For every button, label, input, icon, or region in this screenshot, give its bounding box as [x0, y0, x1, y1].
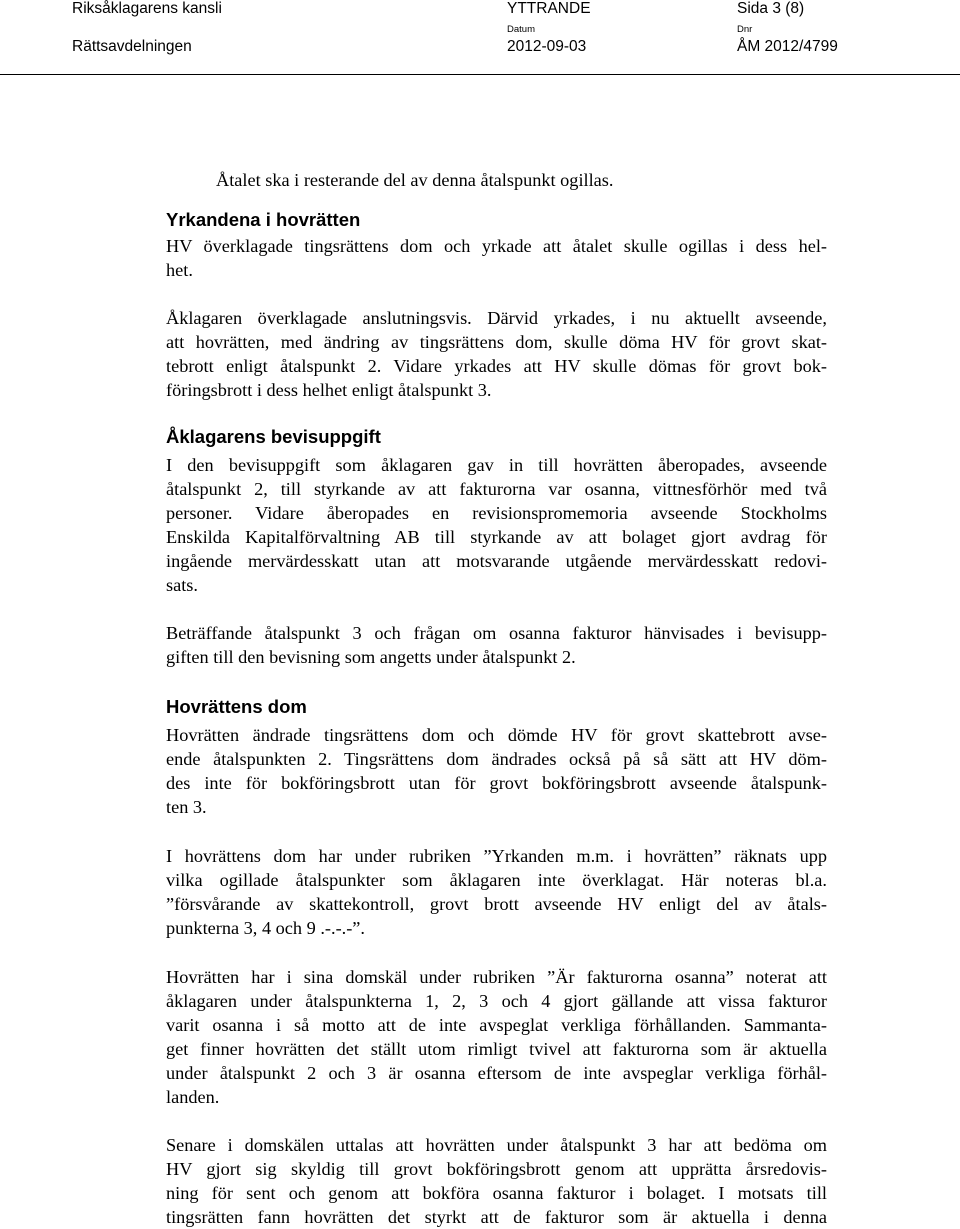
page-number: Sida 3 (8) — [737, 0, 805, 17]
text-line: ten 3. — [166, 797, 207, 817]
text-line: tingsrätten fann hovrätten det styrkt att de fakturor som är aktuella i denna — [166, 1207, 827, 1227]
paragraph — [166, 306, 827, 402]
document-date: 2012-09-03 — [507, 38, 587, 55]
text-line: varit osanna i så motto att de inte avspeglat verkliga förhållanden. Sammanta- — [166, 1015, 827, 1035]
text-line: Åtalet ska i resterande del av denna åtalspunkt ogillas. — [216, 170, 614, 190]
text-line: I den bevisuppgift som åklagaren gav in till hovrätten åberopades, avseende — [166, 455, 827, 475]
intro-line — [216, 168, 827, 192]
text-line: Beträffande åtalspunkt 3 och frågan om osanna fakturor hänvisades i bevisupp- — [166, 623, 827, 643]
text-line: des inte för bokföringsbrott utan för grovt bokföringsbrott avseende åtalspunk- — [166, 773, 827, 793]
text-line: tebrott enligt åtalspunkt 2. Vidare yrkades att HV skulle dömas för grovt bok- — [166, 356, 827, 376]
header-unit: Rättsavdelningen — [72, 38, 192, 55]
text-line: giften till den bevisning som angetts under åtalspunkt 2. — [166, 647, 576, 667]
section-heading: Yrkandena i hovrätten — [166, 209, 361, 230]
text-line: åklagaren under åtalspunkterna 1, 2, 3 och 4 gjort gällande att vissa fakturor — [166, 991, 827, 1011]
text-line: Hovrätten har i sina domskäl under rubriken ”Är fakturorna osanna” noterat att — [166, 967, 827, 987]
dnr-label: Dnr — [737, 24, 753, 35]
paragraph — [166, 965, 827, 1109]
text-line: landen. — [166, 1087, 220, 1107]
text-line: get finner hovrätten det ställt utom rimligt tvivel att fakturorna som är aktuella — [166, 1039, 827, 1059]
date-label: Datum — [507, 24, 535, 35]
text-line: I hovrättens dom har under rubriken ”Yrkanden m.m. i hovrätten” räknats upp — [166, 846, 827, 866]
header-org: Riksåklagarens kansli — [72, 0, 222, 17]
header-divider — [0, 74, 960, 75]
text-line: ende åtalspunkten 2. Tingsrättens dom ändrades också på så sätt att HV döm- — [166, 749, 827, 769]
paragraph — [166, 723, 827, 819]
document-type: YTTRANDE — [507, 0, 591, 17]
document-body — [166, 168, 827, 1229]
paragraph — [166, 844, 827, 940]
section-heading: Åklagarens bevisuppgift — [166, 426, 381, 447]
section-heading: Hovrättens dom — [166, 696, 307, 717]
text-line: HV överklagade tingsrättens dom och yrkade att åtalet skulle ogillas i dess hel- — [166, 236, 827, 256]
paragraph — [166, 453, 827, 597]
text-line: punkterna 3, 4 och 9 .-.-.-”. — [166, 918, 365, 938]
paragraph — [166, 1133, 827, 1229]
text-line: personer. Vidare åberopades en revisionspromemoria avseende Stockholms — [166, 503, 827, 523]
text-line: ”försvårande av skattekontroll, grovt brott avseende HV enligt del av åtals- — [166, 894, 827, 914]
text-line: Enskilda Kapitalförvaltning AB till styrkande av att bolaget gjort avdrag för — [166, 527, 827, 547]
dnr-number: ÅM 2012/4799 — [737, 38, 838, 55]
text-line: Åklagaren överklagade anslutningsvis. Därvid yrkades, i nu aktuellt avseende, — [166, 308, 827, 328]
text-line: föringsbrott i dess helhet enligt åtalspunkt 3. — [166, 380, 492, 400]
text-line: HV gjort sig skyldig till grovt bokföringsbrott genom att upprätta årsredovis- — [166, 1159, 827, 1179]
text-line: åtalspunkt 2, till styrkande av att fakturorna var osanna, vittnesförhör med två — [166, 479, 827, 499]
text-line: Senare i domskälen uttalas att hovrätten under åtalspunkt 3 har att bedöma om — [166, 1135, 827, 1155]
text-line: Hovrätten ändrade tingsrättens dom och dömde HV för grovt skattebrott avse- — [166, 725, 827, 745]
text-line: ingående mervärdesskatt utan att motsvarande utgående mervärdesskatt redovi- — [166, 551, 827, 571]
text-line: under åtalspunkt 2 och 3 är osanna eftersom de inte avspeglar verkliga förhål- — [166, 1063, 827, 1083]
text-line: het. — [166, 260, 193, 280]
paragraph — [166, 234, 827, 282]
paragraph — [166, 621, 827, 669]
text-line: att hovrätten, med ändring av tingsrättens dom, skulle döma HV för grovt skat- — [166, 332, 827, 352]
text-line: vilka ogillade åtalspunkter som åklagaren inte överklagat. Här noteras bl.a. — [166, 870, 827, 890]
text-line: ning för sent och genom att bokföra osanna fakturor i bolaget. I motsats till — [166, 1183, 827, 1203]
text-line: sats. — [166, 575, 198, 595]
